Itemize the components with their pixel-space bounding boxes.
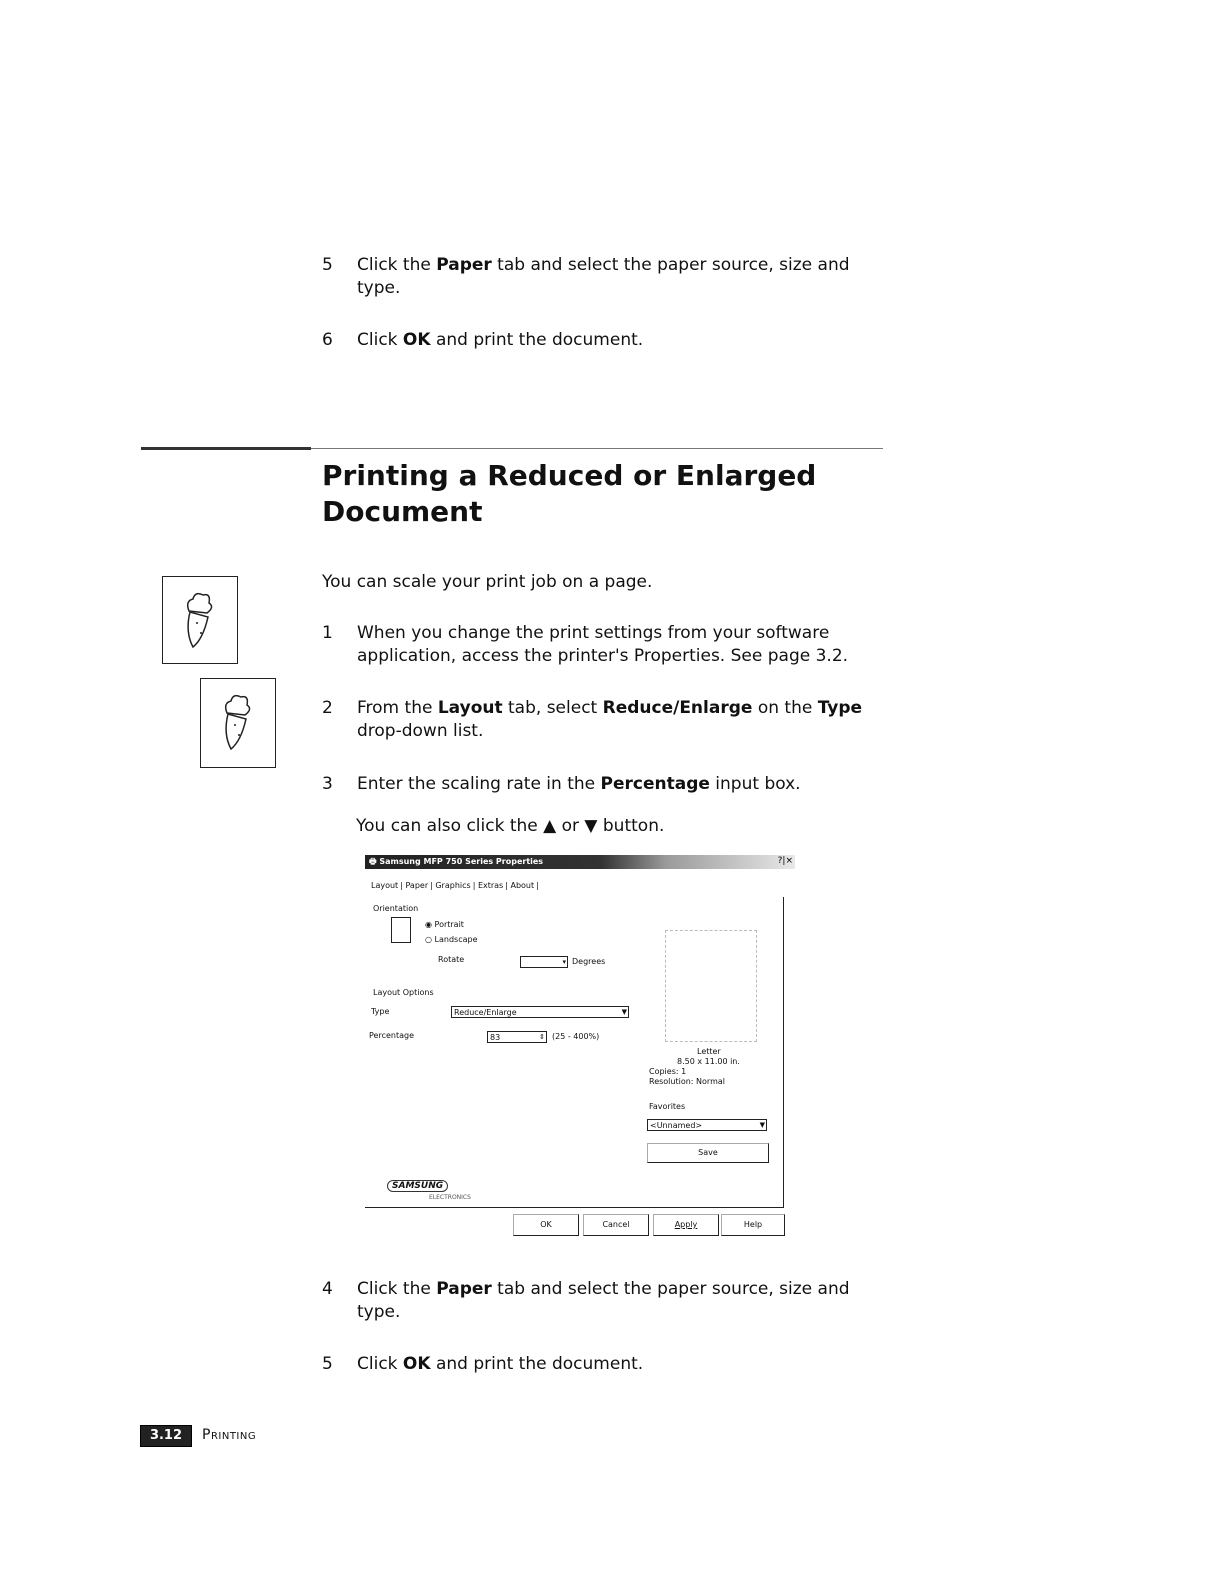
- printer-icon: 🖶: [369, 857, 380, 866]
- layout-options-label: Layout Options: [373, 988, 434, 997]
- preview-resolution: Resolution: Normal: [649, 1077, 725, 1086]
- step-number: 2: [322, 698, 333, 718]
- note-icon: [162, 576, 238, 664]
- samsung-logo: SAMSUNG: [387, 1180, 448, 1192]
- step-3-subtext: You can also click the ▲ or ▼ button.: [356, 816, 665, 836]
- rotate-select[interactable]: [520, 956, 568, 968]
- section-rule-thick: [141, 447, 311, 450]
- orientation-page-icon: [391, 917, 411, 943]
- tab-extras[interactable]: Extras: [477, 881, 504, 890]
- tab-about[interactable]: About: [510, 881, 535, 890]
- titlebar-buttons[interactable]: ?|×: [777, 856, 793, 866]
- step-number: 6: [322, 330, 333, 350]
- step-number: 1: [322, 623, 333, 643]
- percentage-range: (25 - 400%): [552, 1032, 600, 1041]
- save-button[interactable]: Save: [647, 1143, 769, 1163]
- chevron-down-icon: ▼: [621, 1008, 627, 1016]
- section-title: Printing a Reduced or Enlarged Document: [322, 459, 817, 528]
- step-text: Click OK and print the document.: [357, 330, 644, 350]
- step-number: 5: [322, 1354, 333, 1374]
- step-text: Click OK and print the document.: [357, 1354, 644, 1374]
- step-text: From the Layout tab, select Reduce/Enlarge on the Type drop-down list.: [357, 698, 863, 741]
- page-number: 3.12: [140, 1425, 192, 1447]
- tab-paper[interactable]: Paper: [405, 881, 429, 890]
- preview-paper: Letter: [697, 1047, 721, 1056]
- samsung-logo-sub: ELECTRONICS: [429, 1194, 471, 1201]
- step-text: Click the Paper tab and select the paper source, size and type.: [357, 1279, 850, 1322]
- dialog-title: Samsung MFP 750 Series Properties: [379, 857, 544, 866]
- degrees-label: Degrees: [572, 957, 606, 966]
- radio-portrait[interactable]: ◉ Portrait: [425, 920, 464, 929]
- preview-size: 8.50 x 11.00 in.: [677, 1057, 740, 1066]
- note-icon: [200, 678, 276, 768]
- orientation-label: Orientation: [373, 904, 419, 913]
- help-button[interactable]: Help: [721, 1214, 785, 1236]
- intro-text: You can scale your print job on a page.: [322, 572, 653, 592]
- cancel-button[interactable]: Cancel: [583, 1214, 649, 1236]
- apply-button[interactable]: Apply: [653, 1214, 719, 1236]
- chevron-down-icon: ▼: [759, 1121, 765, 1129]
- percentage-input[interactable]: 83 ⇕: [487, 1031, 547, 1043]
- tab-graphics[interactable]: Graphics: [435, 881, 471, 890]
- chevron-down-icon: ▾: [562, 958, 566, 966]
- step-text: Enter the scaling rate in the Percentage input box.: [357, 774, 801, 794]
- type-select[interactable]: Reduce/Enlarge ▼: [451, 1006, 629, 1018]
- favorites-label: Favorites: [649, 1102, 686, 1111]
- percentage-label: Percentage: [369, 1031, 415, 1040]
- ok-button[interactable]: OK: [513, 1214, 579, 1236]
- preview-page: [665, 930, 757, 1042]
- step-number: 5: [322, 255, 333, 275]
- dialog-tabs: Layout | Paper | Graphics | Extras | About |: [371, 881, 539, 890]
- type-label: Type: [371, 1007, 390, 1016]
- step-number: 3: [322, 774, 333, 794]
- properties-dialog: [365, 855, 795, 1240]
- preview-copies: Copies: 1: [649, 1067, 687, 1076]
- rotate-label: Rotate: [438, 955, 465, 964]
- stepper-icon[interactable]: ⇕: [539, 1033, 545, 1041]
- tab-layout[interactable]: Layout: [371, 881, 399, 890]
- footer-section-name: Printing: [202, 1427, 257, 1443]
- step-number: 4: [322, 1279, 333, 1299]
- dialog-titlebar: [365, 855, 795, 869]
- step-text: Click the Paper tab and select the paper source, size and type.: [357, 255, 850, 298]
- favorites-select[interactable]: <Unnamed> ▼: [647, 1119, 767, 1131]
- step-text: When you change the print settings from your software application, access the printer's Properties. See page 3.2.: [357, 623, 849, 666]
- radio-landscape[interactable]: ○ Landscape: [425, 935, 478, 944]
- section-rule-thin: [311, 448, 883, 449]
